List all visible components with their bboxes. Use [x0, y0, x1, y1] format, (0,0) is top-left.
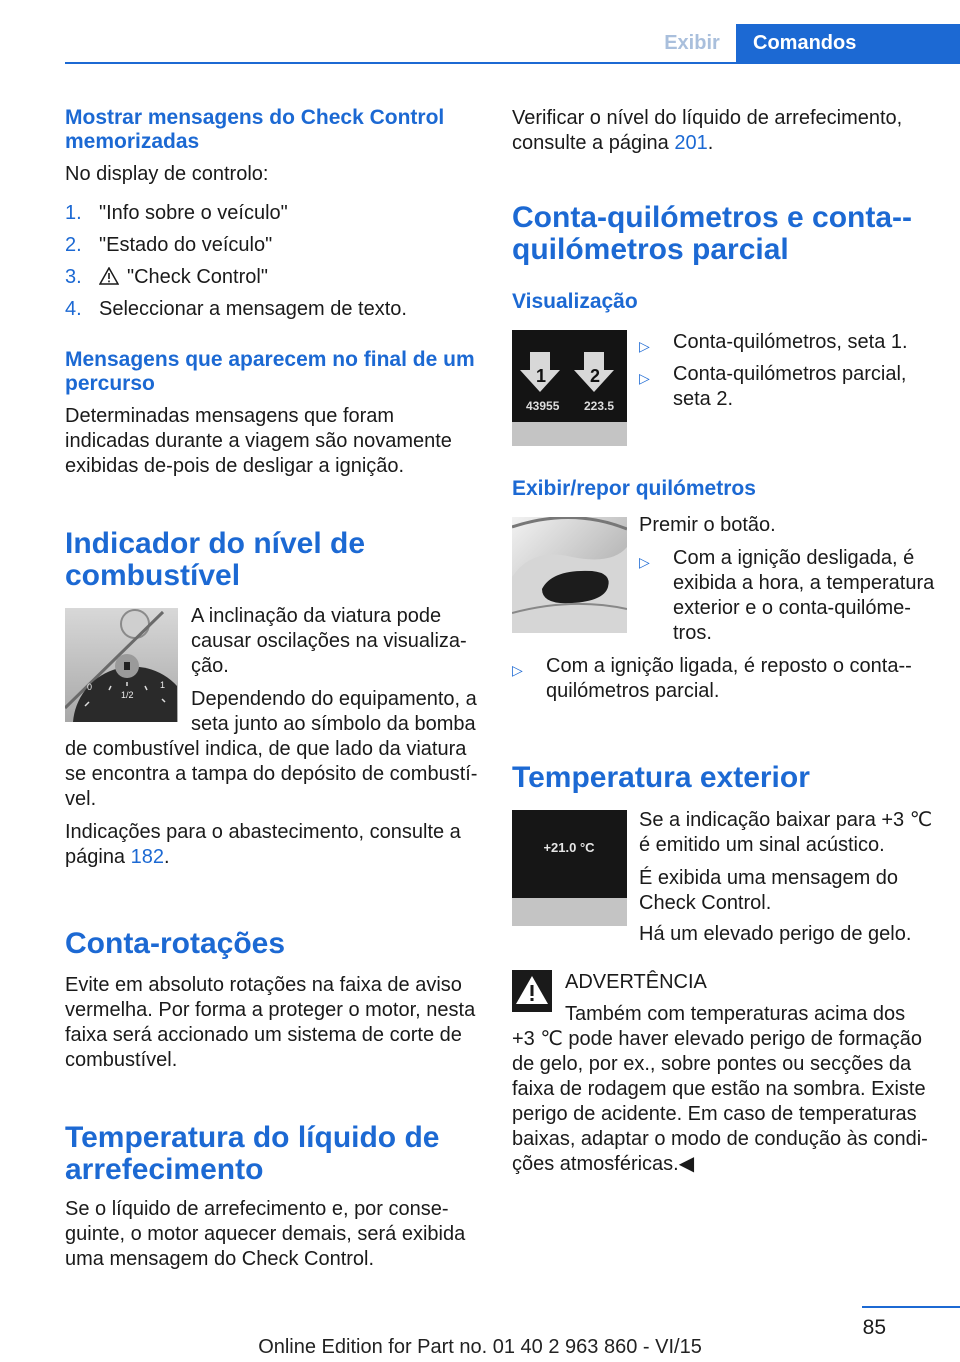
fuel-text-3: [65, 820, 485, 870]
page-link-182[interactable]: 182: [130, 846, 164, 868]
page-link-201[interactable]: 201: [674, 132, 708, 154]
fuel-gauge-heading: Indicador do nível de combustível: [65, 527, 366, 592]
list-item: [512, 654, 932, 704]
reset-intro: Premir o botão.: [639, 514, 776, 536]
check-control-intro: No display de controlo:: [65, 163, 269, 185]
warning-title: ADVERTÊNCIA: [565, 971, 707, 993]
trip-km-reading: 223.5: [584, 399, 615, 413]
list-item-text: Com a ignição desligada, é exibida a hora, a temperatura exterior e o conta-quilóme-tros.: [673, 547, 935, 644]
temperature-reading: +21.0 °C: [543, 840, 595, 855]
warning-triangle-icon: [512, 970, 552, 1012]
coolant-text: Se o líquido de arrefecimento e, por conse-guinte, o motor aquecer demais, será exibida uma mensagem do Check Control.: [65, 1198, 466, 1270]
temperature-display-image: [512, 810, 627, 926]
list-item: [639, 546, 939, 646]
odometer-heading: Conta-quilómetros e conta--quilómetros parcial: [512, 201, 913, 266]
arrow-number-1: 1: [536, 366, 547, 386]
gauge-label-full: 1: [160, 680, 166, 690]
reset-heading: Exibir/repor quilómetros: [512, 477, 756, 500]
reset-list-on: [512, 654, 932, 704]
step-number: 2.: [65, 234, 82, 256]
total-km-reading: 43955: [526, 399, 560, 413]
outside-temperature-heading: Temperatura exterior: [512, 761, 810, 794]
fuel-gauge-illustration: [65, 608, 178, 722]
bullet-triangle-icon: ▷: [639, 554, 650, 570]
step-text: "Check Control": [127, 266, 268, 288]
odometer-illustration: [512, 330, 627, 446]
temperature-text-1: Se a indicação baixar para +3 ℃ é emitido um sinal acústico.: [639, 809, 933, 856]
warning-icon: [512, 970, 552, 1012]
coolant-heading: Temperatura do líquido de arrefecimento: [65, 1121, 440, 1186]
list-item: [65, 201, 485, 233]
bullet-triangle-icon: ▷: [639, 338, 650, 354]
footer-rule: [862, 1306, 960, 1308]
fuel-text-1: A inclinação da viatura pode causar oscilações na visualiza-ção.: [191, 605, 467, 677]
list-item: [65, 233, 485, 265]
step-text: "Estado do veículo": [99, 234, 273, 256]
list-item-text: Conta-quilómetros, seta 1.: [673, 331, 908, 353]
warning-text-b: +3 ℃ pode haver elevado perigo de formação de gelo, por ex., sobre pontes ou secções da faixa de rodagem que estão na sombra. Existe perigo de acidente. Em caso de temperaturas baixas, adaptar o modo de condução às condi-ções atmosféricas.◀: [512, 1028, 928, 1175]
visualization-list: [639, 330, 939, 412]
warning-triangle-icon: [99, 267, 119, 285]
step-number: 4.: [65, 298, 82, 320]
reset-button-image: [512, 517, 627, 633]
list-item: [65, 265, 485, 297]
fuel-refuel-text: Indicações para o abastecimento, consulte a página: [65, 821, 461, 868]
check-control-heading: Mostrar mensagens do Check Control memorizadas: [65, 106, 445, 153]
step-text: Seleccionar a mensagem de texto.: [99, 298, 407, 320]
period: .: [164, 846, 170, 868]
temperature-text-2: É exibida uma mensagem do Check Control.: [639, 867, 899, 914]
list-item: [639, 362, 939, 412]
edition-text: Online Edition for Part no. 01 40 2 963 860 - VI/15: [258, 1336, 702, 1358]
temperature-text-3: Há um elevado perigo de gelo.: [639, 923, 912, 945]
coolant-check-sentence: Verificar o nível do líquido de arrefecimento, consulte a página: [512, 107, 903, 154]
temperature-display-illustration: [512, 810, 627, 926]
odometer-image: [512, 330, 627, 446]
reset-button-illustration: [512, 517, 627, 633]
fuel-gauge-image: [65, 608, 178, 722]
tab-comandos[interactable]: Comandos: [736, 24, 960, 64]
period: .: [707, 132, 714, 154]
rpm-heading: Conta-rotações: [65, 927, 286, 960]
arrow-number-2: 2: [590, 366, 601, 386]
list-item-text: Conta-quilómetros parcial, seta 2.: [673, 363, 907, 410]
list-item: [639, 330, 939, 355]
visualization-heading: Visualização: [512, 290, 638, 313]
fuel-text-2b: de combustível indica, de que lado da viatura se encontra a tampa do depósito de combustí-vel.: [65, 738, 478, 810]
gauge-label-half: 1/2: [121, 690, 134, 700]
coolant-check-text: [512, 106, 932, 156]
page-number: 85: [862, 1316, 886, 1339]
gauge-label-zero: 0: [87, 682, 93, 692]
bullet-triangle-icon: ▷: [512, 662, 523, 678]
rpm-text: Evite em absoluto rotações na faixa de aviso vermelha. Por forma a proteger o motor, nesta faixa será accionado um sistema de corte de combustível.: [65, 974, 476, 1071]
bullet-triangle-icon: ▷: [639, 370, 650, 386]
warning-text-a: Também com temperaturas acima dos: [565, 1003, 906, 1025]
step-number: 3.: [65, 266, 82, 288]
step-number: 1.: [65, 202, 82, 224]
tab-exibir[interactable]: Exibir: [664, 32, 720, 54]
fuel-text-2a: Dependendo do equipamento, a seta junto ao símbolo da bomba: [191, 688, 477, 735]
end-of-trip-heading: Mensagens que aparecem no final de um percurso: [65, 348, 475, 395]
list-item-text: Com a ignição ligada, é reposto o conta--quilómetros parcial.: [546, 655, 912, 702]
list-item: [65, 297, 485, 329]
step-text: "Info sobre o veículo": [99, 202, 288, 224]
end-of-trip-text: Determinadas mensagens que foram indicadas durante a viagem são novamente exibidas de-pois de desligar a ignição.: [65, 405, 452, 477]
header-rule: [65, 62, 960, 64]
reset-list-off: [639, 546, 939, 646]
check-control-steps: [65, 201, 485, 329]
